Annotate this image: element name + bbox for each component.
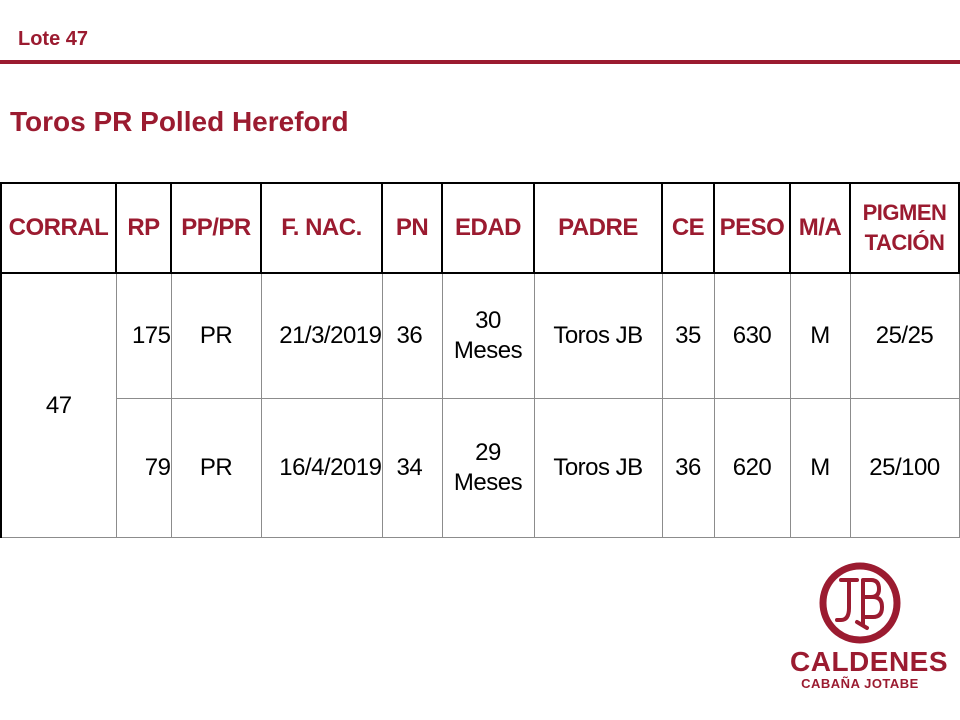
column-header-pn: PN <box>382 183 442 273</box>
peso-cell: 620 <box>714 399 790 538</box>
pigmentacion-header-line2: TACIÓN <box>864 230 945 255</box>
peso-cell: 630 <box>714 273 790 399</box>
column-header-pp-pr: PP/PR <box>171 183 261 273</box>
ce-cell: 35 <box>662 273 714 399</box>
pigmentacion-header-line1: PIGMEN <box>862 200 947 225</box>
brand-name: CALDENES <box>790 646 949 677</box>
brand-logo <box>790 560 949 700</box>
table-row <box>1 399 959 538</box>
corral-cell: 47 <box>1 273 116 538</box>
edad-cell <box>442 399 534 538</box>
f-nac-cell: 16/4/2019 <box>261 399 382 538</box>
pp-pr-cell: PR <box>171 399 261 538</box>
table-header-row <box>1 183 959 273</box>
padre-cell: Toros JB <box>534 273 662 399</box>
pn-cell: 36 <box>382 273 442 399</box>
m-a-cell: M <box>790 399 850 538</box>
edad-number: 29 <box>475 439 501 466</box>
pigmentacion-cell: 25/100 <box>850 399 959 538</box>
m-a-cell: M <box>790 273 850 399</box>
ce-cell: 36 <box>662 399 714 538</box>
edad-unit: Meses <box>453 337 523 364</box>
rp-cell: 175 <box>116 273 171 399</box>
edad-number: 30 <box>475 307 501 334</box>
column-header-edad: EDAD <box>442 183 534 273</box>
column-header-rp: RP <box>116 183 171 273</box>
brand-subtitle: CABAÑA JOTABE <box>801 676 919 691</box>
column-header-m-a: M/A <box>790 183 850 273</box>
rp-cell: 79 <box>116 399 171 538</box>
page-title: Toros PR Polled Hereford <box>10 106 349 137</box>
edad-unit: Meses <box>453 469 523 496</box>
padre-cell: Toros JB <box>534 399 662 538</box>
pigmentacion-cell: 25/25 <box>850 273 959 399</box>
column-header-padre: PADRE <box>534 183 662 273</box>
header-divider <box>0 60 960 64</box>
pn-cell: 34 <box>382 399 442 538</box>
f-nac-cell: 21/3/2019 <box>261 273 382 399</box>
column-header-peso: PESO <box>714 183 790 273</box>
jb-monogram-icon <box>819 562 901 644</box>
pp-pr-cell: PR <box>171 273 261 399</box>
table-row <box>1 273 959 399</box>
lot-table <box>0 182 960 538</box>
edad-cell <box>442 273 534 399</box>
column-header-f-nac: F. NAC. <box>261 183 382 273</box>
lot-label: Lote 47 <box>18 28 89 50</box>
column-header-pigmentacion <box>850 183 959 273</box>
column-header-corral: CORRAL <box>1 183 116 273</box>
column-header-ce: CE <box>662 183 714 273</box>
